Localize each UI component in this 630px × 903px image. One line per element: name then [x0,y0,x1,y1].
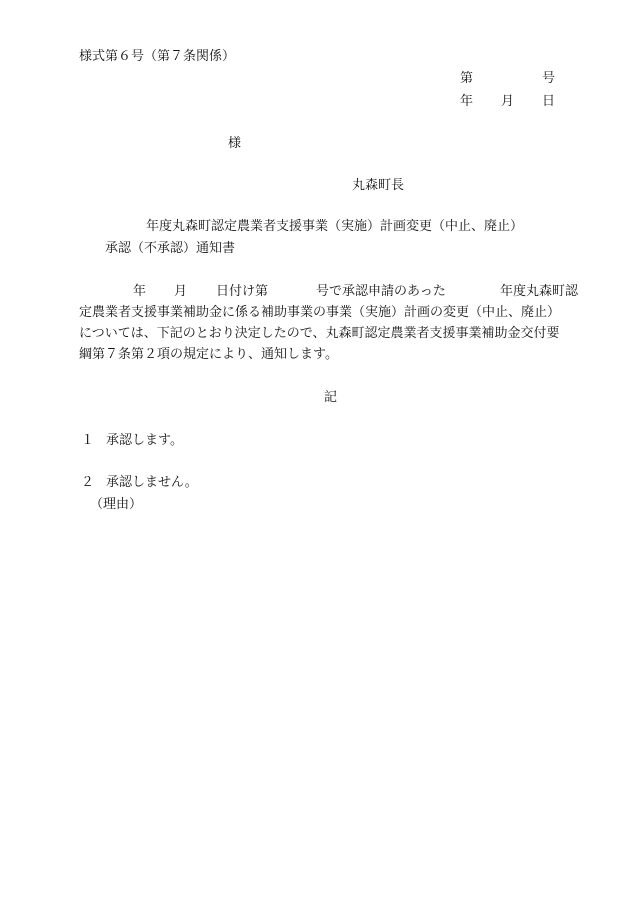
date-month: 月 [501,94,515,109]
form-number: 様式第６号（第７条関係） [79,49,236,64]
body-application-text: 号で承認申請のあった [316,284,446,299]
body-line-2: 定農業者支援事業補助金に係る補助事業の事業（実施）計画の変更（中止、廃止） [79,305,561,320]
body-month: 月 [174,284,188,299]
date-day: 日 [542,94,556,109]
body-year: 年 [133,284,147,299]
document-number-prefix: 第 [460,71,474,86]
body-line-3: については、下記のとおり決定したので、丸森町認定農業者支援事業補助金交付要 [79,326,560,341]
issuer-name: 丸森町長 [352,178,405,193]
document-number-suffix: 号 [542,71,556,86]
addressee-suffix: 様 [228,136,242,151]
ki-heading: 記 [324,390,338,405]
item-number: ２ [81,475,95,490]
reason-label: （理由） [90,497,143,512]
date-year: 年 [460,94,474,109]
body-fiscal-year-text: 年度丸森町認 [500,284,579,299]
item-text: 承認しません。 [106,475,198,490]
document-title-line1: 年度丸森町認定農業者支援事業（実施）計画変更（中止、廃止） [146,219,524,234]
item-number: １ [81,433,95,448]
item-text: 承認します。 [106,433,183,448]
document-title-line2: 承認（不承認）通知書 [105,241,236,256]
body-day-number: 日付け第 [216,284,269,299]
body-line-4: 綱第７条第２項の規定により、通知します。 [79,347,338,362]
